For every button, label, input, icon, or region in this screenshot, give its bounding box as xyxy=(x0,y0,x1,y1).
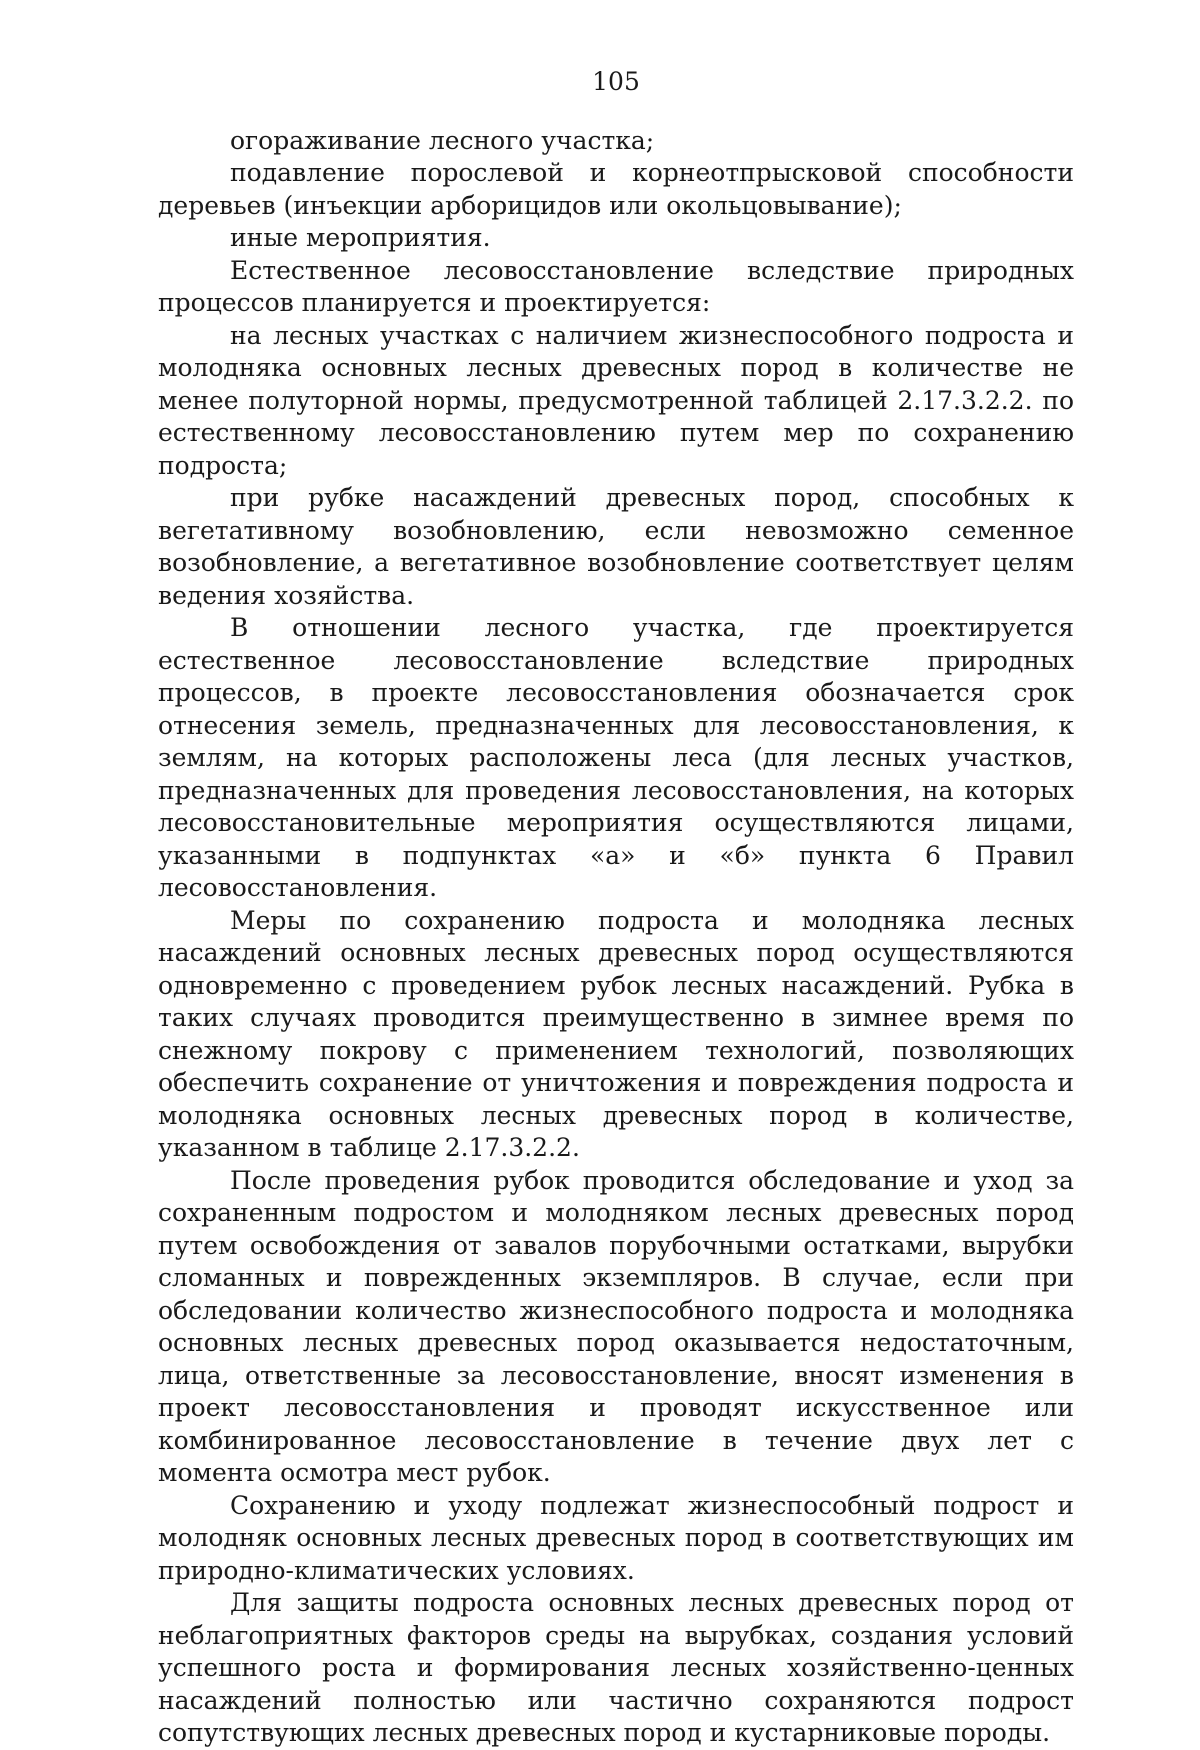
paragraph: на лесных участках с наличием жизнеспособного подроста и молодняка основных лесных древесных пород в количестве не менее полуторной нормы, предусмотренной таблицей 2.17.3.2.2. по естественному лесовосстановлению путем мер по сохранению подроста; xyxy=(158,320,1074,480)
paragraph: Сохранению и уходу подлежат жизнеспособный подрост и молодняк основных лесных древесных пород в соответствующих им природно-климатических условиях. xyxy=(158,1490,1074,1585)
paragraph: Естественное лесовосстановление вследствие природных процессов планируется и проектируется: xyxy=(158,255,1074,317)
paragraph: иные мероприятия. xyxy=(230,223,491,252)
paragraph: огораживание лесного участка; xyxy=(230,125,655,155)
paragraph: Меры по сохранению подроста и молодняка лесных насаждений основных лесных древесных пород осуществляются одновременно с проведением рубок лесных насаждений. Рубка в таких случаях проводится преимущественно в зимнее время по снежному покрову с применением технологий, позволяющих обеспечить сохранение от уничтожения и повреждения подроста и молодняка основных лесных древесных пород в количестве, указанном в таблице 2.17.3.2.2. xyxy=(158,905,1074,1162)
paragraph: После проведения рубок проводится обследование и уход за сохраненным подростом и молодняком лесных древесных пород путем освобождения от завалов порубочными остатками, вырубки сломанных и поврежденных экземпляров. В случае, если при обследовании количество жизнеспособного подроста и молодняка основных лесных древесных пород оказывается недостаточным, лица, ответственные за лесовосстановление, вносят изменения в проект лесовосстановления и проводят искусственное или комбинированное лесовосстановление в течение двух лет с момента осмотра мест рубок. xyxy=(158,1165,1074,1487)
page-number: 105 xyxy=(592,67,640,96)
paragraph: при рубке насаждений древесных пород, способных к вегетативному возобновлению, если невозможно семенное возобновление, а вегетативное возобновление соответствует целям ведения хозяйства. xyxy=(158,483,1074,610)
document-page xyxy=(158,66,1074,1750)
paragraph: В отношении лесного участка, где проектируется естественное лесовосстановление вследствие природных процессов, в проекте лесовосстановления обозначается срок отнесения земель, предназначенных для лесовосстановления, к землям, на которых расположены леса (для лесных участков, предназначенных для проведения лесовосстановления, на которых лесовосстановительные мероприятия осуществляются лицами, указанными в подпунктах «а» и «б» пункта 6 Правил лесовосстановления. xyxy=(158,613,1074,902)
paragraph: подавление порослевой и корнеотпрысковой способности деревьев (инъекции арборицидов или окольцовывание); xyxy=(158,158,1074,220)
paragraph: Для защиты подроста основных лесных древесных пород от неблагоприятных факторов среды на вырубках, создания условий успешного роста и формирования лесных хозяйственно-ценных насаждений полностью или частично сохраняются подрост сопутствующих лесных древесных пород и кустарниковые породы. xyxy=(158,1588,1074,1747)
